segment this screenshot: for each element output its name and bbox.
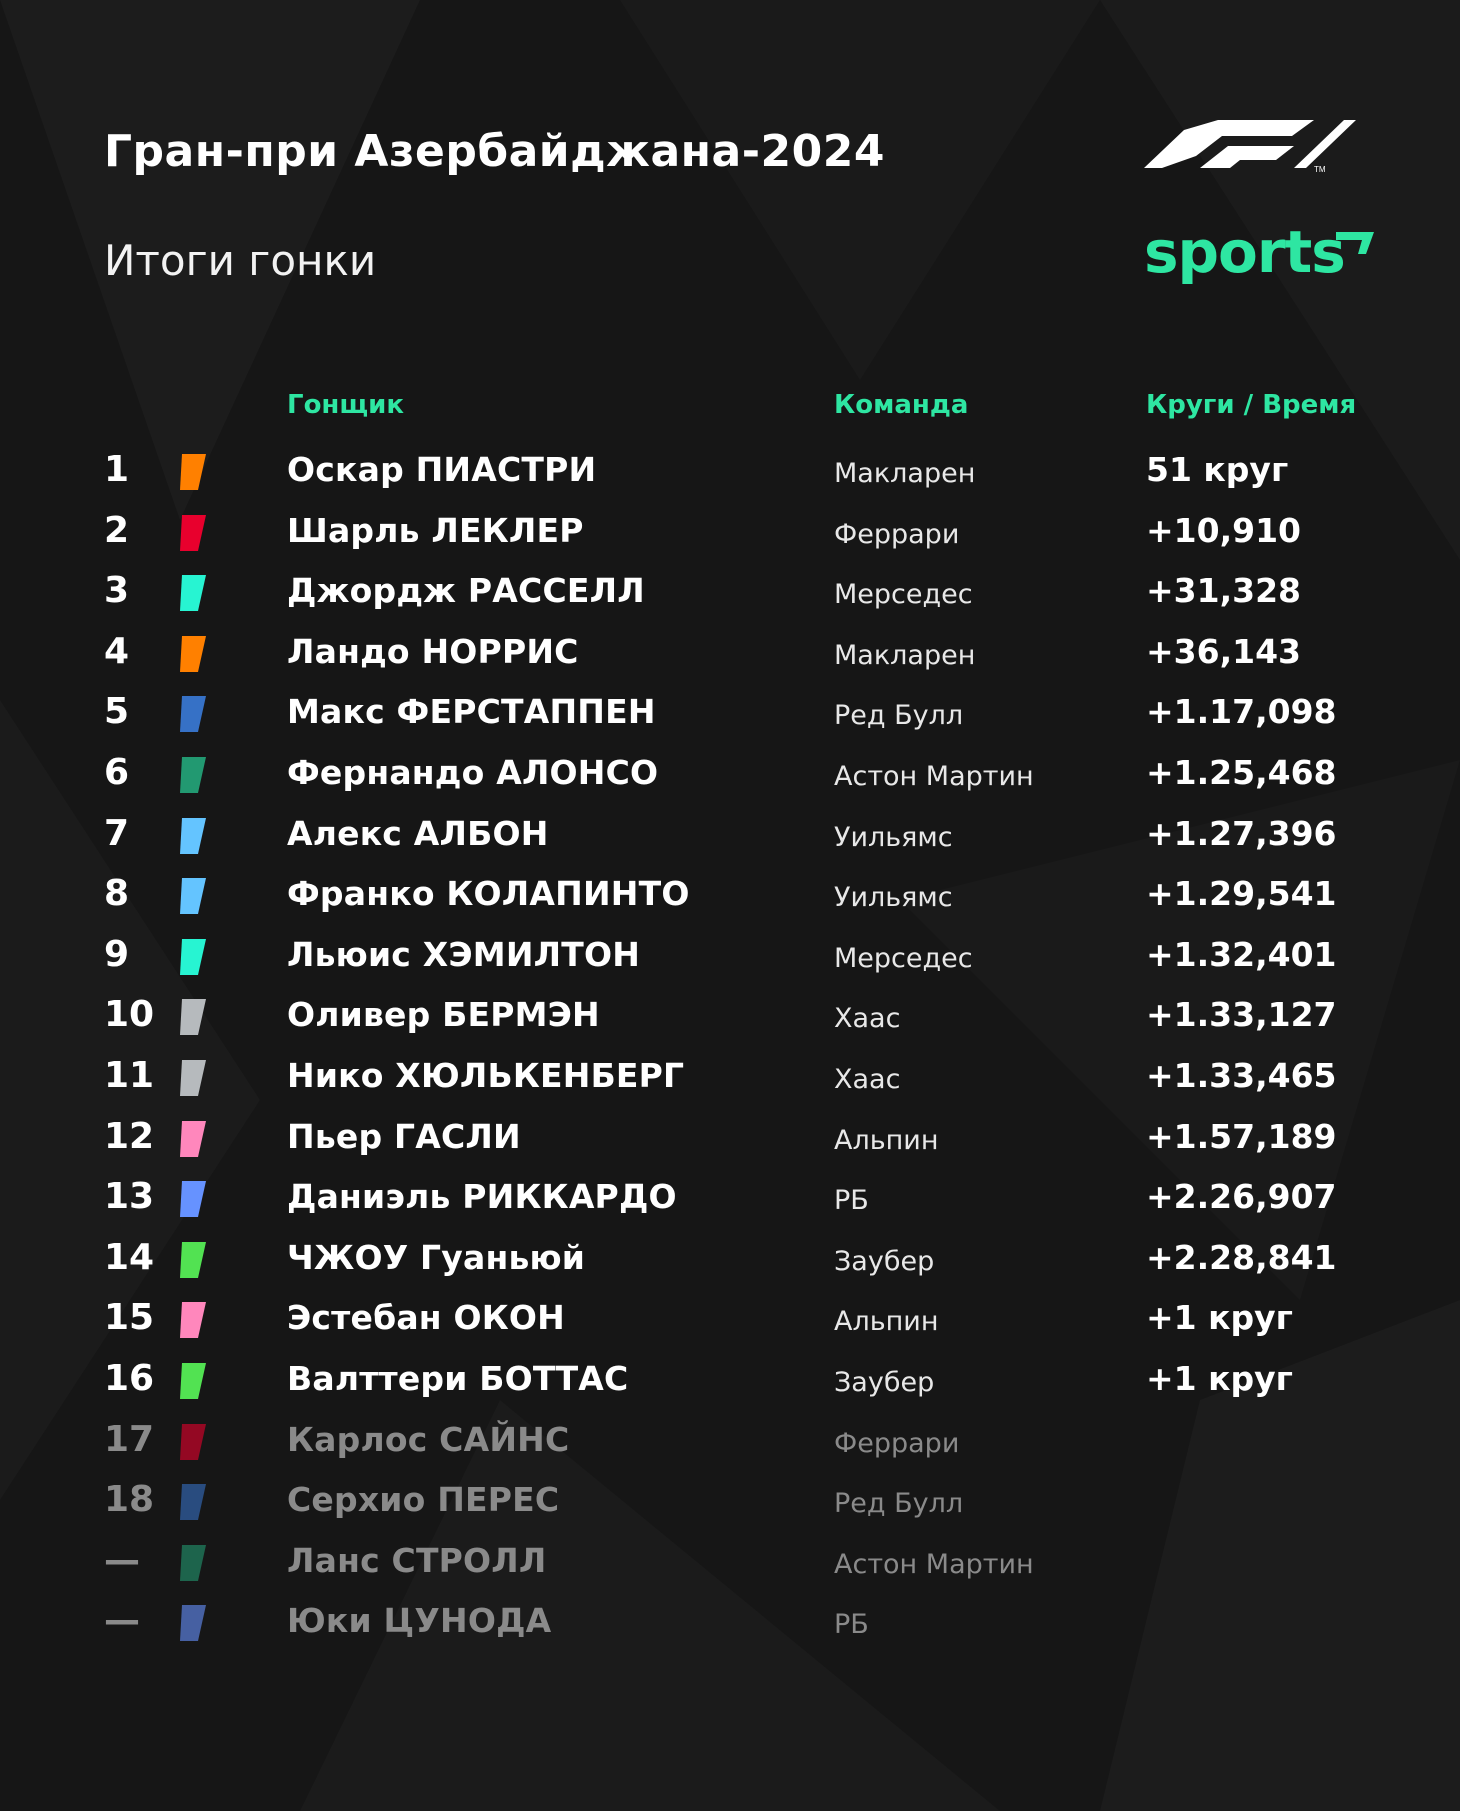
- position-number: 14: [104, 1236, 155, 1278]
- driver-name: Франко КОЛАПИНТО: [287, 874, 690, 914]
- team-name: Хаас: [834, 1003, 901, 1035]
- team-color-stripe: [180, 1363, 206, 1399]
- team-color-stripe: [180, 575, 206, 611]
- column-header-driver: Гонщик: [287, 390, 404, 420]
- team-color-stripe: [180, 636, 206, 672]
- column-header-time: Круги / Время: [1146, 390, 1357, 420]
- team-color-stripe: [180, 999, 206, 1035]
- position-number: 18: [104, 1479, 155, 1521]
- team-name: Альпин: [834, 1306, 939, 1338]
- team-color-stripe: [180, 1242, 206, 1278]
- team-name: Заубер: [834, 1367, 935, 1398]
- team-name: Мерседес: [834, 579, 973, 611]
- driver-name: Ланс СТРОЛЛ: [287, 1540, 547, 1580]
- team-name: Макларен: [834, 458, 976, 489]
- race-time: 51 круг: [1146, 450, 1289, 489]
- team-color-stripe: [180, 1181, 206, 1217]
- team-color-stripe: [180, 1424, 206, 1460]
- position-number: 4: [104, 630, 130, 672]
- driver-name: Фернандо АЛОНСО: [287, 753, 659, 792]
- team-name: Хаас: [834, 1064, 901, 1095]
- sports-logo: sports: [1144, 218, 1345, 286]
- f1-logo: [1144, 116, 1356, 174]
- team-color-stripe: [180, 878, 206, 914]
- race-time: +1.32,401: [1146, 934, 1337, 974]
- table-row: [0, 563, 1460, 619]
- position-number: 9: [104, 933, 130, 975]
- table-row: [0, 442, 1460, 498]
- position-number: 2: [104, 509, 130, 551]
- table-row: [0, 987, 1460, 1043]
- team-name: Макларен: [834, 639, 976, 671]
- race-time: +31,328: [1146, 571, 1301, 611]
- team-name: Уильямс: [834, 821, 953, 853]
- position-number: —: [104, 1539, 140, 1581]
- table-row: [0, 1412, 1460, 1468]
- table-row: [0, 1533, 1460, 1589]
- table-row: [0, 1169, 1460, 1225]
- race-time: +1.17,098: [1146, 692, 1337, 732]
- driver-name: Пьер ГАСЛИ: [287, 1116, 521, 1156]
- table-row: [0, 1230, 1460, 1286]
- driver-name: Шарль ЛЕКЛЕР: [287, 510, 584, 550]
- position-number: 1: [104, 449, 130, 490]
- driver-name: Валттери БОТТАС: [287, 1359, 629, 1398]
- team-color-stripe: [180, 515, 206, 551]
- race-time: +2.26,907: [1146, 1177, 1337, 1217]
- table-row: [0, 866, 1460, 922]
- team-name: Заубер: [834, 1245, 935, 1277]
- page-title: Гран-при Азербайджана-2024: [104, 126, 885, 177]
- driver-name: Карлос САЙНС: [287, 1419, 570, 1459]
- driver-name: Джордж РАССЕЛЛ: [287, 571, 645, 611]
- team-color-stripe: [180, 696, 206, 732]
- race-time: +1 круг: [1146, 1298, 1293, 1338]
- race-time: +1.33,127: [1146, 995, 1337, 1035]
- team-name: Ред Булл: [834, 700, 964, 732]
- team-color-stripe: [180, 1060, 206, 1096]
- position-number: 6: [104, 752, 130, 793]
- driver-name: Серхио ПЕРЕС: [287, 1480, 560, 1520]
- position-number: 17: [104, 1418, 155, 1460]
- race-time: +1.27,396: [1146, 813, 1337, 853]
- team-color-stripe: [180, 757, 206, 793]
- table-row: [0, 806, 1460, 862]
- driver-name: Оливер БЕРМЭН: [287, 995, 600, 1035]
- team-name: Астон Мартин: [834, 761, 1034, 792]
- race-time: +1.57,189: [1146, 1116, 1337, 1156]
- position-number: 5: [104, 691, 130, 733]
- table-row: [0, 624, 1460, 680]
- team-color-stripe: [180, 1302, 206, 1338]
- position-number: 11: [104, 1055, 155, 1096]
- team-color-stripe: [180, 1605, 206, 1641]
- driver-name: Алекс АЛБОН: [287, 813, 549, 853]
- race-time: +1 круг: [1146, 1359, 1293, 1398]
- race-time: +2.28,841: [1146, 1237, 1337, 1277]
- driver-name: Юки ЦУНОДА: [287, 1601, 552, 1641]
- sports-logo-mark: [1336, 232, 1374, 254]
- column-header-team: Команда: [834, 390, 969, 420]
- table-row: [0, 684, 1460, 740]
- team-color-stripe: [180, 818, 206, 854]
- table-row: [0, 1048, 1460, 1104]
- driver-name: Нико ХЮЛЬКЕНБЕРГ: [287, 1056, 685, 1095]
- team-color-stripe: [180, 939, 206, 975]
- position-number: 7: [104, 812, 130, 854]
- team-name: Астон Мартин: [834, 1548, 1034, 1580]
- team-name: Ред Булл: [834, 1488, 964, 1520]
- race-time: +1.25,468: [1146, 753, 1337, 792]
- team-color-stripe: [180, 1121, 206, 1157]
- team-name: Мерседес: [834, 942, 973, 974]
- driver-name: Даниэль РИККАРДО: [287, 1177, 677, 1217]
- position-number: 15: [104, 1297, 155, 1339]
- svg-text:TM: TM: [1314, 165, 1326, 174]
- position-number: 13: [104, 1176, 155, 1218]
- table-row: [0, 1109, 1460, 1165]
- race-time: +10,910: [1146, 510, 1301, 550]
- team-name: РБ: [834, 1609, 869, 1641]
- position-number: 10: [104, 994, 155, 1036]
- race-time: +1.33,465: [1146, 1056, 1337, 1095]
- table-row: [0, 1351, 1460, 1407]
- position-number: —: [104, 1600, 140, 1642]
- team-name: Альпин: [834, 1124, 939, 1156]
- race-time: +1.29,541: [1146, 874, 1337, 914]
- table-row: [0, 1472, 1460, 1528]
- race-time: +36,143: [1146, 631, 1301, 671]
- team-name: Феррари: [834, 1427, 960, 1459]
- table-row: [0, 503, 1460, 559]
- position-number: 3: [104, 570, 130, 612]
- team-color-stripe: [180, 1545, 206, 1581]
- team-name: Уильямс: [834, 882, 953, 914]
- driver-name: Эстебан ОКОН: [287, 1298, 565, 1338]
- table-row: [0, 745, 1460, 801]
- driver-name: ЧЖОУ Гуаньюй: [287, 1237, 586, 1277]
- position-number: 16: [104, 1358, 155, 1399]
- driver-name: Оскар ПИАСТРИ: [287, 450, 597, 489]
- driver-name: Макс ФЕРСТАППЕН: [287, 692, 656, 732]
- team-color-stripe: [180, 1484, 206, 1520]
- position-number: 12: [104, 1115, 155, 1157]
- position-number: 8: [104, 873, 130, 915]
- driver-name: Ландо НОРРИС: [287, 631, 579, 671]
- driver-name: Льюис ХЭМИЛТОН: [287, 934, 641, 974]
- team-name: РБ: [834, 1185, 869, 1217]
- team-color-stripe: [180, 454, 206, 490]
- team-name: Феррари: [834, 518, 960, 550]
- table-row: [0, 927, 1460, 983]
- table-row: [0, 1290, 1460, 1346]
- page-subtitle: Итоги гонки: [104, 236, 377, 285]
- table-row: [0, 1593, 1460, 1649]
